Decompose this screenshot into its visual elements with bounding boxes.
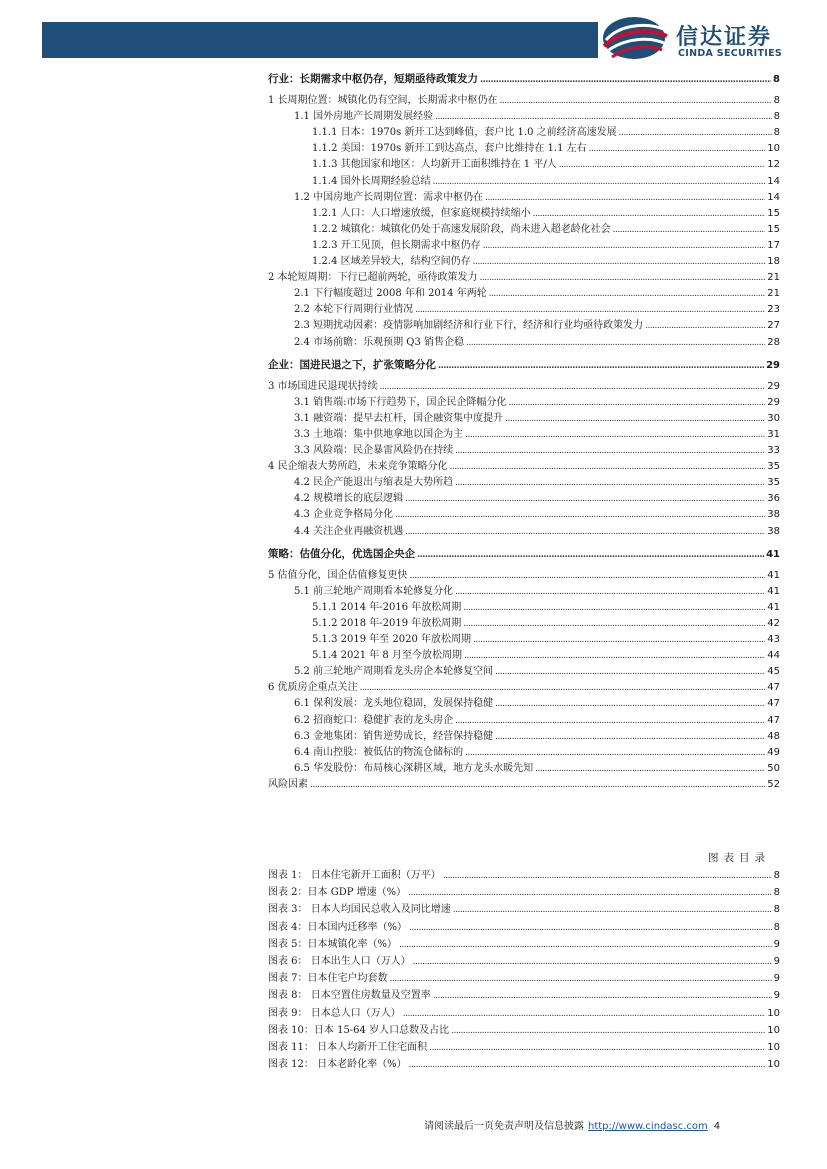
toc-entry-page: 21 — [767, 272, 780, 284]
toc-entry[interactable] — [268, 335, 780, 351]
toc-entry-title: 1.1.4 国外长周期经验总结 — [312, 175, 431, 187]
toc-entry[interactable] — [268, 616, 780, 632]
toc-entry-title: 风险因素 — [268, 778, 308, 790]
figure-entry-title: 图表 3： 日本人均国民总收入及同比增速 — [268, 904, 451, 916]
dot-leader — [455, 713, 765, 729]
toc-entry[interactable] — [268, 206, 780, 222]
toc-entry-title: 4.2 民企产能退出与缩表是大势所趋 — [294, 477, 454, 489]
figure-entry-page: 9 — [773, 990, 780, 1002]
toc-entry-title: 1.2.3 开工见顶，但长期需求中枢仍存 — [312, 239, 481, 251]
toc-entry[interactable] — [268, 632, 780, 648]
toc-entry-title: 1.2.2 城镇化：城镇化仍处于高速发展阶段，尚未进入超老龄化社会 — [312, 223, 611, 235]
footer-disclaimer: 请阅读最后一页免责声明及信息披露 — [424, 1121, 584, 1132]
dot-leader — [500, 93, 772, 109]
dot-leader — [450, 459, 766, 475]
toc-entry[interactable] — [268, 157, 780, 173]
toc-entry-page: 41 — [767, 601, 780, 613]
dot-leader — [409, 1057, 766, 1074]
toc-entry-page: 14 — [767, 175, 780, 187]
toc-entry-title: 6.3 金地集团：销售逆势成长，经营保持稳健 — [294, 730, 494, 742]
figure-entry-page: 9 — [773, 955, 780, 967]
toc-entry-page: 8 — [773, 95, 780, 107]
toc-entry-title: 2.4 市场前瞻：乐观预期 Q3 销售企稳 — [294, 336, 464, 348]
toc-entry-title: 1.1.2 美国：1970s 新开工到达高点，套户比维持在 1.1 左右 — [312, 143, 587, 155]
dot-leader — [453, 902, 772, 919]
toc-entry-title: 1.2.4 区域差异较大，结构空间仍存 — [312, 256, 471, 268]
toc-entry-page: 33 — [767, 445, 780, 457]
toc-entry-title: 3.3 风险端：民企暴雷风险仍在持续 — [294, 445, 454, 457]
toc-entry-page: 15 — [767, 207, 780, 219]
dot-leader — [443, 868, 772, 885]
figure-entry[interactable] — [268, 1022, 780, 1039]
dot-leader — [399, 937, 772, 954]
toc-entry[interactable] — [268, 777, 780, 793]
toc-section-heading[interactable] — [268, 357, 780, 373]
toc-entry[interactable] — [268, 524, 780, 540]
dot-leader — [495, 696, 765, 712]
toc-entry-page: 38 — [767, 509, 780, 521]
figure-entry-page: 9 — [773, 973, 780, 985]
dot-leader — [413, 954, 772, 971]
toc-entry-title: 6 优质房企重点关注 — [268, 682, 358, 694]
toc-entry[interactable] — [268, 696, 780, 712]
toc-entry-page: 31 — [767, 428, 780, 440]
toc-entry[interactable] — [268, 125, 780, 141]
toc-entry-title: 6.4 南山控股：被低估的物流仓储标的 — [294, 746, 464, 758]
dot-leader — [405, 524, 765, 540]
toc-entry-title: 2.2 本轮下行周期行业情况 — [294, 304, 414, 316]
toc-entry[interactable] — [268, 600, 780, 616]
dot-leader — [463, 616, 765, 632]
dot-leader — [505, 411, 765, 427]
toc-entry-page: 12 — [767, 159, 780, 171]
toc-entry[interactable] — [268, 475, 780, 491]
toc-entry-page: 23 — [767, 304, 780, 316]
figure-entry-title: 图表 10：日本 15-64 岁人口总数及占比 — [268, 1024, 450, 1036]
toc-entry-page: 29 — [767, 396, 780, 408]
figure-entry-title: 图表 7：日本住宅户均套数 — [268, 973, 388, 985]
toc-entry[interactable] — [268, 141, 780, 157]
toc-entry-title: 5.1 前三轮地产周期看本轮修复分化 — [294, 585, 454, 597]
toc-entry-title: 5.1.2 2018 年-2019 年放松周期 — [312, 618, 462, 629]
dot-leader — [463, 600, 765, 616]
toc-section-heading-page: 8 — [773, 74, 780, 85]
dot-leader — [435, 109, 772, 125]
figure-entry-page: 9 — [773, 938, 780, 950]
toc-entry[interactable] — [268, 222, 780, 238]
toc-entry[interactable] — [268, 648, 780, 664]
toc-entry-title: 5.1.4 2021 年 8 月至今放松周期 — [312, 650, 462, 662]
dot-leader — [508, 395, 765, 411]
figure-entry[interactable] — [268, 936, 780, 953]
dot-leader — [464, 648, 765, 664]
dot-leader — [483, 238, 766, 254]
figure-entry-title: 图表 6： 日本出生人口（万人） — [268, 955, 411, 967]
footer-url-link[interactable]: http://www.cindasc.com — [588, 1121, 708, 1132]
toc-entry-title: 2.1 下行幅度超过 2008 年和 2014 年两轮 — [294, 288, 487, 300]
toc-section-heading[interactable] — [268, 546, 780, 562]
toc-entry-page: 43 — [767, 634, 780, 646]
toc-entry[interactable] — [268, 109, 780, 125]
dot-leader — [480, 72, 771, 88]
toc-entry-page: 38 — [767, 525, 780, 537]
toc-entry-title: 2 本轮短周期：下行已超前两轮，亟待政策发力 — [268, 272, 478, 284]
page-number: 4 — [713, 1121, 721, 1132]
figure-entry-title: 图表 4：日本国内迁移率（%） — [268, 921, 408, 933]
toc-entry-page: 52 — [767, 778, 780, 790]
toc-entry-title: 4 民企缩表大势所趋，未来竞争策略分化 — [268, 461, 448, 473]
toc-entry-title: 5.2 前三轮地产周期看龙头房企本轮修复空间 — [294, 666, 494, 678]
cinda-globe-icon — [600, 14, 670, 62]
toc-entry-page: 8 — [773, 127, 780, 139]
figure-entry[interactable] — [268, 1039, 780, 1056]
toc-entry-title: 6.2 招商蛇口：稳健扩表的龙头房企 — [294, 714, 454, 726]
figure-entry-page: 8 — [773, 921, 780, 933]
dot-leader — [619, 125, 772, 141]
figure-entry[interactable] — [268, 970, 780, 987]
dot-leader — [589, 141, 766, 157]
toc-entry-page: 41 — [767, 569, 780, 581]
toc-entry[interactable] — [268, 713, 780, 729]
toc-entry-page: 27 — [767, 320, 780, 332]
figure-entry[interactable] — [268, 1056, 780, 1073]
dot-leader — [433, 988, 772, 1005]
toc-entry[interactable] — [268, 680, 780, 696]
dot-leader — [455, 475, 765, 491]
figure-entry[interactable] — [268, 901, 780, 918]
toc-entry-page: 21 — [767, 288, 780, 300]
toc-section-heading-page: 29 — [766, 359, 780, 371]
toc-section-heading-title: 企业：国进民退之下，扩张策略分化 — [268, 358, 436, 371]
toc-entry-page: 45 — [767, 666, 780, 678]
figure-entry-page: 10 — [767, 1024, 780, 1036]
toc-entry-page: 41 — [767, 585, 780, 597]
figure-entry-title: 图表 5：日本城镇化率（%） — [268, 938, 398, 950]
dot-leader — [395, 507, 765, 523]
dot-leader — [613, 222, 766, 238]
toc-entry[interactable] — [268, 395, 780, 411]
toc-entry-page: 36 — [767, 493, 780, 505]
toc-entry[interactable] — [268, 411, 780, 427]
dot-leader — [433, 174, 766, 190]
figure-entry-title: 图表 9： 日本总人口（万人） — [268, 1007, 401, 1019]
toc-entry[interactable] — [268, 568, 780, 584]
toc-section-heading[interactable] — [268, 71, 780, 87]
toc-entry[interactable] — [268, 443, 780, 459]
toc-entry[interactable] — [268, 190, 780, 206]
toc-entry-page: 30 — [767, 412, 780, 424]
toc-section-heading-title: 策略：估值分化，优选国企央企 — [268, 547, 415, 560]
toc-entry-page: 15 — [767, 223, 780, 235]
toc-entry-page: 47 — [767, 682, 780, 694]
toc-entry[interactable] — [268, 318, 780, 334]
toc-entry-page: 10 — [767, 143, 780, 155]
toc-entry-title: 1 长周期位置：城镇化仍有空间，长期需求中枢仍在 — [268, 95, 498, 107]
dot-leader — [390, 971, 772, 988]
toc-entry-title: 5.1.1 2014 年-2016 年放松周期 — [312, 601, 462, 613]
figure-entry-page: 8 — [773, 904, 780, 916]
dot-leader — [465, 745, 765, 761]
toc-entry[interactable] — [268, 729, 780, 745]
toc-entry-title: 4.4 关注企业再融资机遇 — [294, 525, 404, 537]
dot-leader — [405, 491, 765, 507]
toc-entry-title: 6.1 保利发展：龙头地位稳固，发展保持稳健 — [294, 698, 494, 710]
dot-leader — [465, 427, 765, 443]
toc-entry-page: 35 — [767, 477, 780, 489]
toc-entry-page: 47 — [767, 698, 780, 710]
figure-entry[interactable] — [268, 867, 780, 884]
figure-entry-page: 10 — [767, 1007, 780, 1019]
toc-entry[interactable] — [268, 254, 780, 270]
figure-entry-page: 8 — [773, 870, 780, 881]
dot-leader — [489, 286, 766, 302]
toc-entry[interactable] — [268, 286, 780, 302]
toc-entry[interactable] — [268, 93, 780, 109]
footer — [424, 1117, 720, 1132]
toc-entry-page: 17 — [767, 239, 780, 251]
toc-entry-page: 35 — [767, 461, 780, 473]
dot-leader — [533, 206, 766, 222]
dot-leader — [480, 270, 766, 286]
figure-entry-title: 图表 8： 日本空置住房数量及空置率 — [268, 990, 431, 1002]
toc-entry-page: 49 — [767, 746, 780, 758]
dot-leader — [360, 680, 766, 696]
toc-entry-title: 1.2 中国房地产长周期位置：需求中枢仍在 — [294, 191, 484, 203]
dot-leader — [645, 318, 765, 334]
figure-entry[interactable] — [268, 919, 780, 936]
toc-entry-title: 5 估值分化，国企估值修复更快 — [268, 569, 408, 581]
toc-entry[interactable] — [268, 584, 780, 600]
figure-list — [268, 867, 780, 1073]
figure-entry-page: 8 — [773, 887, 780, 899]
toc-entry[interactable] — [268, 491, 780, 507]
toc-entry[interactable] — [268, 761, 780, 777]
dot-leader — [410, 568, 766, 584]
toc-entry-page: 48 — [767, 730, 780, 742]
toc-entry[interactable] — [268, 270, 780, 286]
dot-leader — [455, 443, 765, 459]
toc-entry-title: 3.3 土地端：集中供地拿地以国企为主 — [294, 428, 464, 440]
dot-leader — [408, 885, 771, 902]
dot-leader — [403, 1006, 766, 1023]
dot-leader — [473, 632, 765, 648]
dot-leader — [409, 920, 772, 937]
brand-name-en: CINDA SECURITIES — [678, 48, 783, 59]
dot-leader — [473, 254, 766, 270]
toc-entry-title: 5.1.3 2019 年至 2020 年放松周期 — [312, 634, 472, 646]
toc-entry-title: 1.1.1 日本：1970s 新开工达到峰值，套户比 1.0 之前经济高速发展 — [312, 127, 617, 139]
toc-entry-title: 4.2 规模增长的底层逻辑 — [294, 493, 404, 505]
toc-entry-title: 3.1 销售端:市场下行趋势下，国企民企降幅分化 — [294, 396, 507, 408]
dot-leader — [417, 547, 764, 563]
toc-entry-page: 28 — [767, 336, 780, 348]
dot-leader — [485, 190, 765, 206]
toc-entry-title: 1.2.1 人口：人口增速放缓，但家庭规模持续缩小 — [312, 207, 531, 219]
toc-entry[interactable] — [268, 379, 780, 395]
dot-leader — [466, 335, 765, 351]
toc-entry-page: 29 — [767, 380, 780, 392]
toc-section-heading-page: 41 — [766, 548, 780, 560]
figure-entry[interactable] — [268, 987, 780, 1004]
toc-entry[interactable] — [268, 302, 780, 318]
toc-entry[interactable] — [268, 238, 780, 254]
figure-entry-title: 图表 1： 日本住宅新开工面积（万平） — [268, 870, 441, 881]
dot-leader — [415, 302, 765, 318]
toc-entry-page: 8 — [773, 111, 780, 123]
brand-name-cn: 信达证券 — [676, 25, 773, 50]
toc-entry-title: 1.1 国外房地产长周期发展经验 — [294, 111, 434, 123]
dot-leader — [535, 761, 765, 777]
figure-entry-title: 图表 2：日本 GDP 增速（%） — [268, 887, 407, 899]
dot-leader — [455, 584, 765, 600]
figure-entry-title: 图表 11： 日本人均新开工住宅面积 — [268, 1041, 428, 1053]
dot-leader — [310, 777, 765, 793]
toc-entry-title: 3.1 融资端：提早去杠杆，国企融资集中度提升 — [294, 412, 504, 424]
dot-leader — [451, 1023, 765, 1040]
toc-entry-page: 50 — [767, 762, 780, 774]
toc-entry-page: 42 — [767, 618, 780, 629]
dot-leader — [495, 729, 765, 745]
figure-entry[interactable] — [268, 953, 780, 970]
toc-entry-title: 4.3 企业竞争格局分化 — [294, 509, 394, 521]
toc-entry-title: 1.1.3 其他国家和地区：人均新开工面积维持在 1 平/人 — [312, 159, 557, 171]
dot-leader — [429, 1040, 765, 1057]
table-of-contents — [268, 71, 780, 793]
figure-entry-page: 10 — [767, 1059, 780, 1071]
figure-entry-page: 10 — [767, 1041, 780, 1053]
cinda-logo — [598, 12, 798, 66]
toc-entry-page: 44 — [767, 650, 780, 662]
figure-list-heading: 图表目录 — [708, 852, 770, 864]
dot-leader — [438, 358, 764, 374]
header-bar — [42, 22, 598, 58]
figure-entry[interactable] — [268, 884, 780, 901]
toc-entry-page: 18 — [767, 256, 780, 268]
toc-entry[interactable] — [268, 664, 780, 680]
toc-entry[interactable] — [268, 745, 780, 761]
toc-entry[interactable] — [268, 427, 780, 443]
toc-entry[interactable] — [268, 459, 780, 475]
figure-entry-title: 图表 12： 日本老龄化率（%） — [268, 1059, 407, 1071]
toc-entry-page: 47 — [767, 714, 780, 726]
dot-leader — [495, 664, 765, 680]
toc-entry-title: 6.5 华发股份：布局核心深耕区域，地方龙头水暖先知 — [294, 762, 534, 774]
toc-entry[interactable] — [268, 507, 780, 523]
dot-leader — [380, 379, 766, 395]
figure-entry[interactable] — [268, 1005, 780, 1022]
toc-section-heading-title: 行业：长期需求中枢仍存，短期亟待政策发力 — [268, 73, 478, 85]
dot-leader — [559, 157, 766, 173]
toc-entry-title: 2.3 短期扰动因素：疫情影响加剧经济和行业下行，经济和行业均亟待政策发力 — [294, 320, 644, 332]
toc-entry-page: 14 — [767, 191, 780, 203]
toc-entry-title: 3 市场国进民退现状持续 — [268, 380, 378, 392]
toc-entry[interactable] — [268, 174, 780, 190]
